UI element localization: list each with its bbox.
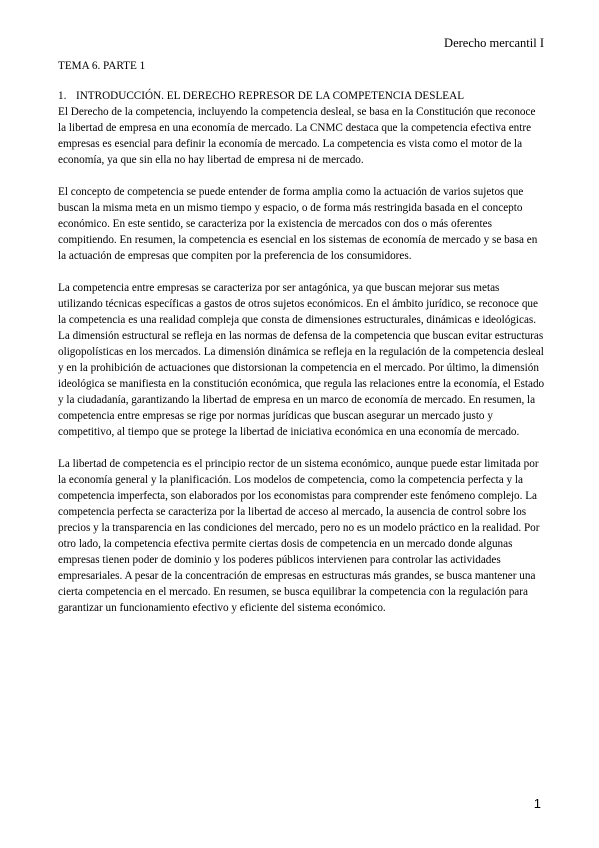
section-number: 1. [58, 90, 67, 102]
course-header: Derecho mercantil I [444, 36, 544, 50]
paragraph-3: La competencia entre empresas se caracteriza por ser antagónica, ya que buscan mejorar sus metas utilizando técnicas específicas a gastos de otros sujetos económicos. En el ámbito jurídico, se reconoce que la competencia es una realidad compleja que consta de dimensiones estructurales, dinámicas e ideológicas. La dimensión estructural se refleja en las normas de defensa de la competencia que buscan evitar estructuras oligopolísticas en los mercados. La dimensión dinámica se refleja en la regulación de la competencia desleal y en la prohibición de actuaciones que distorsionan la competencia en el mercado. Por último, la dimensión ideológica se manifiesta en la constitución económica, que regula las relaciones entre la economía, el Estado y la ciudadanía, garantizando la libertad de empresa en un marco de economía de mercado. En resumen, la competencia entre empresas se rige por normas jurídicas que buscan asegurar un mercado justo y competitivo, al tiempo que se protege la libertad de iniciativa económica en una economía de mercado. [58, 282, 545, 438]
paragraph-1: El Derecho de la competencia, incluyendo la competencia desleal, se basa en la Constitución que reconoce la libertad de empresa en una economía de mercado. La CNMC destaca que la competencia efectiva entre empresas es esencial para definir la economía de mercado. La competencia es vista como el motor de la economía, ya que sin ella no hay libertad de empresa ni de mercado. [58, 106, 536, 166]
document-content [58, 58, 546, 632]
paragraph-2: El concepto de competencia se puede entender de forma amplia como la actuación de varios sujetos que buscan la misma meta en un mismo tiempo y espacio, o de forma más restringida basada en el concepto económico. En este sentido, se caracteriza por la existencia de mercados con dos o más oferentes compitiendo. En resumen, la competencia es esencial en los sistemas de economía de mercado y se basa en la actuación de empresas que compiten por la preferencia de los consumidores. [58, 186, 538, 262]
page-number: 1 [533, 796, 541, 811]
paragraph-4: La libertad de competencia es el principio rector de un sistema económico, aunque puede estar limitada por la economía general y la planificación. Los modelos de competencia, como la competencia perfecta y la competencia imperfecta, son elaborados por los economistas para comprender este fenómeno complejo. La competencia perfecta se caracteriza por la libertad de acceso al mercado, la ausencia de control sobre los precios y la transparencia en las condiciones del mercado, pero no es un modelo práctico en la realidad. Por otro lado, la competencia efectiva permite ciertas dosis de competencia en un mercado donde algunas empresas tienen poder de dominio y los poderes públicos intervienen para controlar las actividades empresariales. A pesar de la concentración de empresas en estructuras más grandes, se busca mantener una cierta competencia en el mercado. En resumen, se busca equilibrar la competencia con la regulación para garantizar un funcionamiento efectivo y eficiente del sistema económico. [58, 458, 540, 614]
section-title: INTRODUCCIÓN. EL DERECHO REPRESOR DE LA COMPETENCIA DESLEAL [76, 90, 465, 102]
section-heading [58, 88, 546, 104]
tema-heading: TEMA 6. PARTE 1 [58, 60, 146, 72]
